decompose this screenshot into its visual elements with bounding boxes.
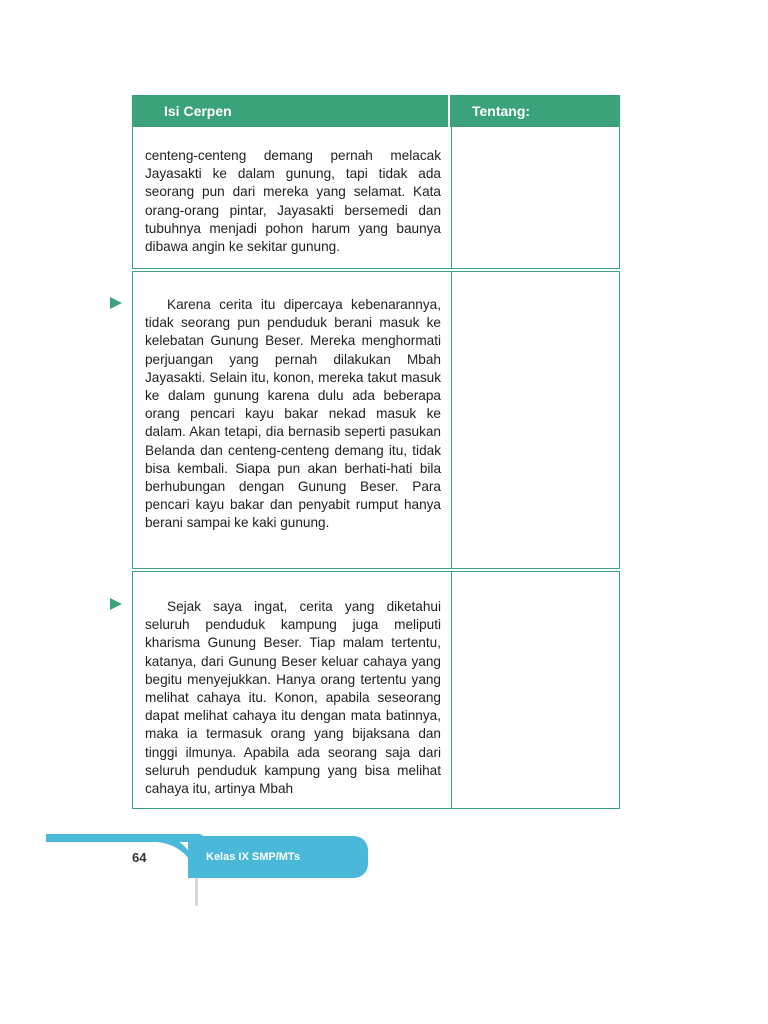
table-row <box>132 127 620 268</box>
table-header <box>132 95 620 127</box>
tentang-cell[interactable] <box>452 127 619 268</box>
story-cell <box>133 572 452 808</box>
story-paragraph: centeng-centeng demang pernah melacak Jayasakti ke dalam gunung, tapi tidak ada seorang pun dari mereka yang selamat. Kata orang-orang pintar, Jayasakti bersemedi dan tubuhnya menjadi pohon harum yang baunya dibawa angin ke sekitar gunung. <box>145 148 441 255</box>
story-cell <box>133 127 452 268</box>
story-paragraph: Sejak saya ingat, cerita yang diketahui seluruh penduduk kampung juga meliputi kharisma Gunung Beser. Tiap malam tertentu, katanya, dari Gunung Beser keluar cahaya yang begitu menyejukkan. Hanya orang tertentu yang melihat cahaya itu. Konon, apabila seseorang dapat melihat cahaya itu dengan mata batinnya, maka ia termasuk orang yang bijaksana dan tinggi ilmunya. Apabila ada seorang saja dari seluruh penduduk kampung yang bisa melihat cahaya itu, artinya Mbah <box>145 599 441 797</box>
header-tentang: Tentang: <box>472 103 531 119</box>
footer-label: Kelas IX SMP/MTs <box>206 851 300 863</box>
story-paragraph: Karena cerita itu dipercaya kebenarannya, tidak seorang pun penduduk berani masuk ke kelebatan Gunung Beser. Mereka menghormati perjuangan yang pernah dilakukan Mbah Jayasakti. Selain itu, konon, mereka takut masuk ke dalam gunung karena dulu ada beberapa orang pencari kayu bakar nekad masuk ke dalam. Akan tetapi, dia bernasib seperti pasukan Belanda dan centeng-centeng demang itu, tidak bisa kembali. Siapa pun akan berhati-hati bila berhubungan dengan Gunung Beser. Para pencari kayu bakar dan penyabit rumput hanya berani sampai ke kaki gunung. <box>145 297 441 531</box>
header-isi-cerpen: Isi Cerpen <box>132 95 450 127</box>
footer-rule <box>46 834 206 842</box>
story-cell <box>133 272 452 568</box>
tentang-cell[interactable] <box>452 272 619 568</box>
table-row <box>132 572 620 809</box>
play-arrow-icon <box>110 297 122 309</box>
tentang-cell[interactable] <box>452 572 619 808</box>
story-table <box>132 95 620 809</box>
table-row <box>132 272 620 568</box>
page-number: 64 <box>132 850 147 865</box>
play-arrow-icon <box>110 598 122 610</box>
